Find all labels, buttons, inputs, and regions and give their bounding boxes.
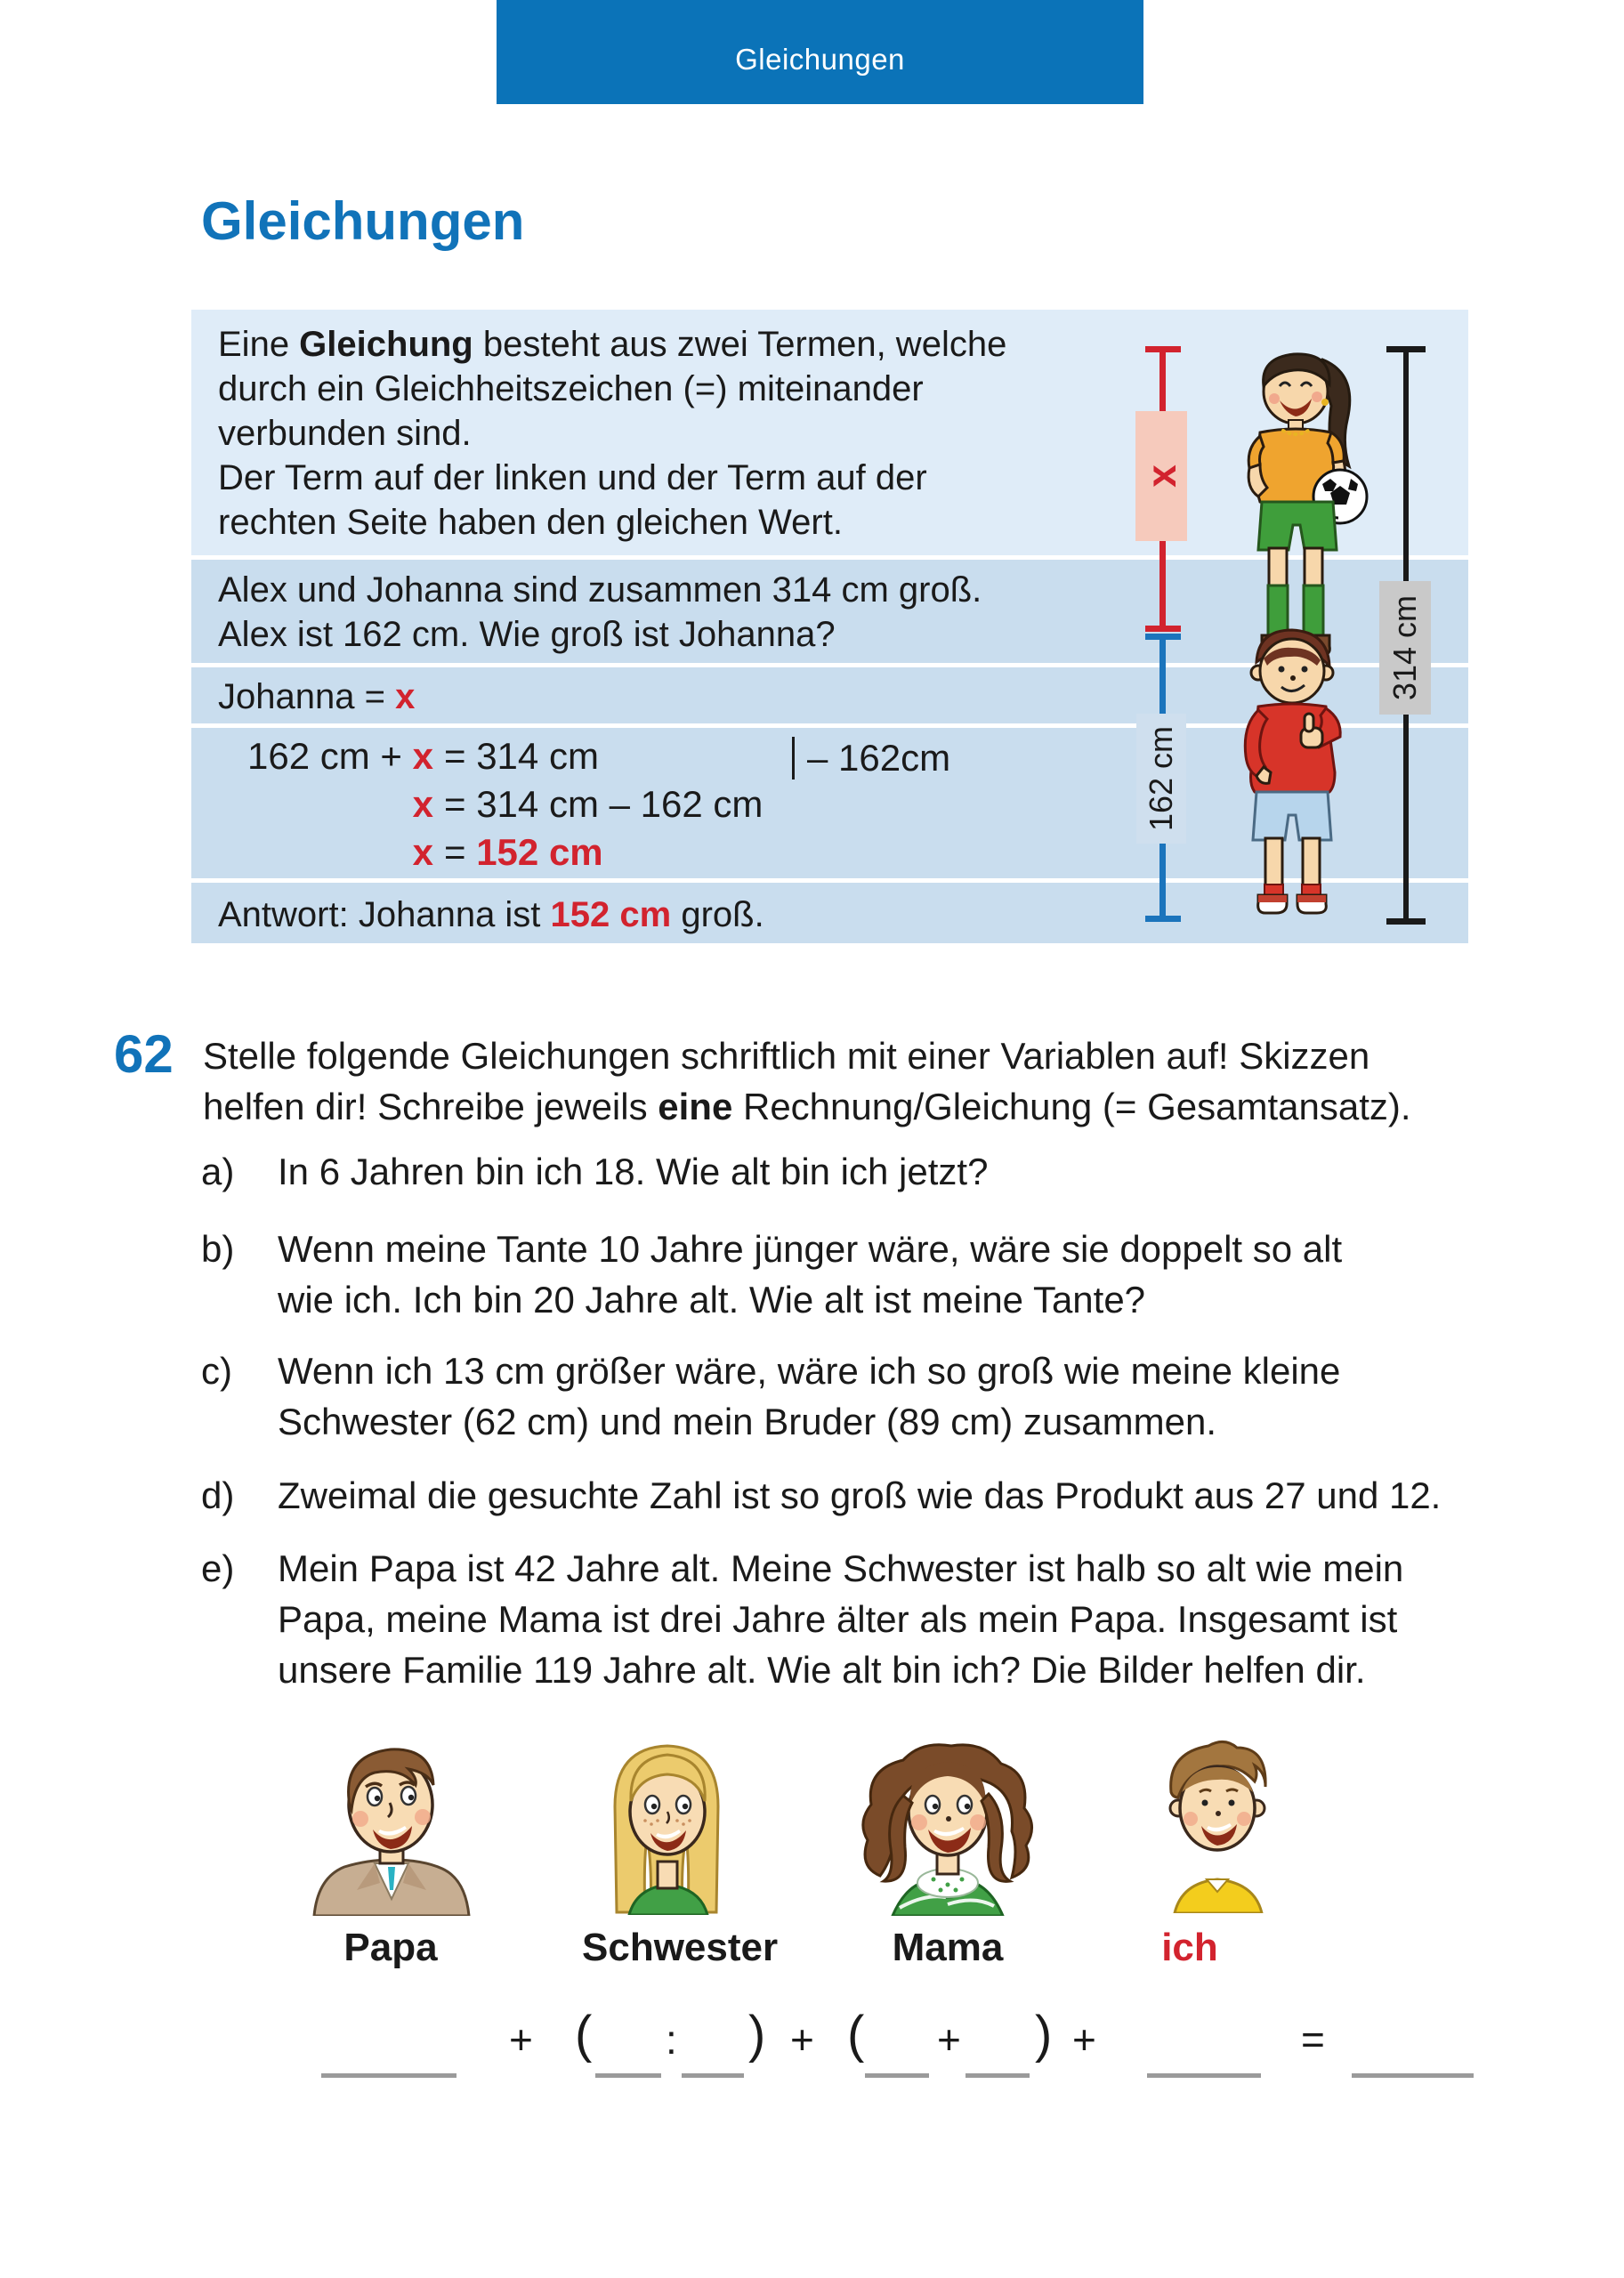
equals-sign: = (1301, 2016, 1325, 2063)
ich-label: ich (1161, 1926, 1218, 1969)
colon-sign: : (666, 2016, 677, 2063)
equation-text: = 314 cm (444, 735, 599, 777)
item-line: Mein Papa ist 42 Jahre alt. Meine Schwester ist halb so alt wie mein (278, 1547, 1404, 1589)
exercise-item-e (0, 1543, 1624, 1695)
alex-measure-cap-bottom (1145, 916, 1181, 922)
page-title: Gleichungen (201, 191, 525, 251)
definition-text: Johanna = (218, 677, 396, 716)
papa-avatar (298, 1733, 485, 1916)
papa-label: Papa (343, 1926, 438, 1969)
item-line: Wenn ich 13 cm größer wäre, wäre ich so groß wie meine kleine (278, 1350, 1341, 1392)
answer-text: groß. (671, 895, 764, 934)
variable-x: x (412, 831, 433, 873)
equation-result: 152 cm (476, 831, 603, 873)
item-line: Zweimal die gesuchte Zahl ist so groß wie das Produkt aus 27 und 12. (278, 1474, 1442, 1516)
variable-x: x (412, 783, 433, 825)
exercise-item-c (0, 1345, 1624, 1447)
item-line: Wenn meine Tante 10 Jahre jünger wäre, wäre sie doppelt so alt (278, 1228, 1343, 1270)
schwester-avatar (583, 1730, 752, 1915)
answer-blank-dividend (595, 2036, 661, 2078)
rule-text: besteht aus zwei Termen, welche (473, 325, 1007, 364)
answer-blank-addend2 (966, 2036, 1030, 2078)
answer-blank-total (1352, 2036, 1474, 2078)
exercise-item-a (0, 1146, 1624, 1197)
x-measure-label-box (1135, 411, 1187, 541)
total-measure-label: 314 cm (1386, 594, 1423, 701)
chapter-header-label: Gleichungen (735, 42, 905, 76)
plus-sign: + (937, 2016, 961, 2063)
equation-text: = 314 cm – 162 cm (444, 783, 764, 825)
item-label: e) (201, 1547, 235, 1589)
item-line: Schwester (62 cm) und mein Bruder (89 cm) zusammen. (278, 1401, 1217, 1442)
answer-blank-addend1 (865, 2036, 929, 2078)
johanna-illustration (1208, 343, 1391, 657)
exercise-intro-line (203, 1081, 1411, 1132)
ich-avatar (1132, 1735, 1301, 1913)
height-diagram (1103, 310, 1468, 943)
item-label: c) (201, 1350, 232, 1392)
rule-line: rechten Seite haben den gleichen Wert. (218, 503, 843, 542)
alex-measure-label: 162 cm (1143, 725, 1179, 832)
rule-line: verbunden sind. (218, 414, 472, 453)
item-label: b) (201, 1228, 235, 1270)
close-paren: ) (748, 2006, 766, 2064)
schwester-label: Schwester (582, 1926, 779, 1969)
problem-line: Alex ist 162 cm. Wie groß ist Johanna? (218, 615, 836, 654)
rule-keyword: Gleichung (299, 325, 473, 364)
open-paren: ( (847, 2006, 865, 2064)
item-line: wie ich. Ich bin 20 Jahre alt. Wie alt ist meine Tante? (278, 1279, 1146, 1321)
close-paren: ) (1035, 2006, 1053, 2064)
variable-x: x (395, 677, 416, 716)
alex-illustration (1212, 623, 1372, 924)
intro-text: Rechnung/Gleichung (= Gesamtansatz). (732, 1086, 1411, 1127)
x-measure-cap-bottom (1145, 626, 1181, 632)
problem-line: Alex und Johanna sind zusammen 314 cm groß. (218, 570, 982, 610)
alex-measure-label-box (1136, 714, 1186, 844)
chapter-header-banner (497, 0, 1143, 104)
plus-sign: + (509, 2016, 533, 2063)
answer-text: Antwort: Johanna ist (218, 895, 551, 934)
plus-sign: + (1072, 2016, 1096, 2063)
mama-label: Mama (892, 1926, 1004, 1969)
exercise-intro-line: Stelle folgende Gleichungen schriftlich mit einer Variablen auf! Skizzen (203, 1035, 1370, 1077)
answer-blank-papa (321, 2036, 456, 2078)
item-label: d) (201, 1474, 235, 1516)
exercise-intro (203, 1030, 1411, 1132)
equation-text: 162 cm + (247, 735, 413, 777)
operation-annotation: – 162cm (792, 737, 950, 780)
item-line: unsere Familie 119 Jahre alt. Wie alt bin ich? Die Bilder helfen dir. (278, 1649, 1366, 1691)
open-paren: ( (575, 2006, 593, 2064)
answer-value: 152 cm (550, 895, 672, 934)
variable-x: x (412, 735, 433, 777)
mama-avatar (841, 1733, 1054, 1916)
item-line: Papa, meine Mama ist drei Jahre älter als mein Papa. Insgesamt ist (278, 1598, 1398, 1640)
intro-text: helfen dir! Schreibe jeweils (203, 1086, 658, 1127)
answer-blank-divisor (682, 2036, 744, 2078)
total-measure-cap-bottom (1386, 918, 1426, 925)
plus-sign: + (790, 2016, 814, 2063)
equation-text: = (444, 831, 477, 873)
x-measure-label: x (1138, 464, 1184, 488)
exercise-item-d (0, 1470, 1624, 1521)
answer-blank-ich (1147, 2036, 1261, 2078)
exercise-item-b (0, 1224, 1624, 1325)
intro-keyword: eine (658, 1086, 733, 1127)
rule-text: Eine (218, 325, 300, 364)
rule-line: Der Term auf der linken und der Term auf der (218, 458, 927, 497)
rule-line: durch ein Gleichheitszeichen (=) miteinander (218, 369, 924, 408)
item-line: In 6 Jahren bin ich 18. Wie alt bin ich jetzt? (278, 1151, 989, 1192)
item-label: a) (201, 1151, 235, 1192)
exercise-number: 62 (114, 1024, 174, 1084)
